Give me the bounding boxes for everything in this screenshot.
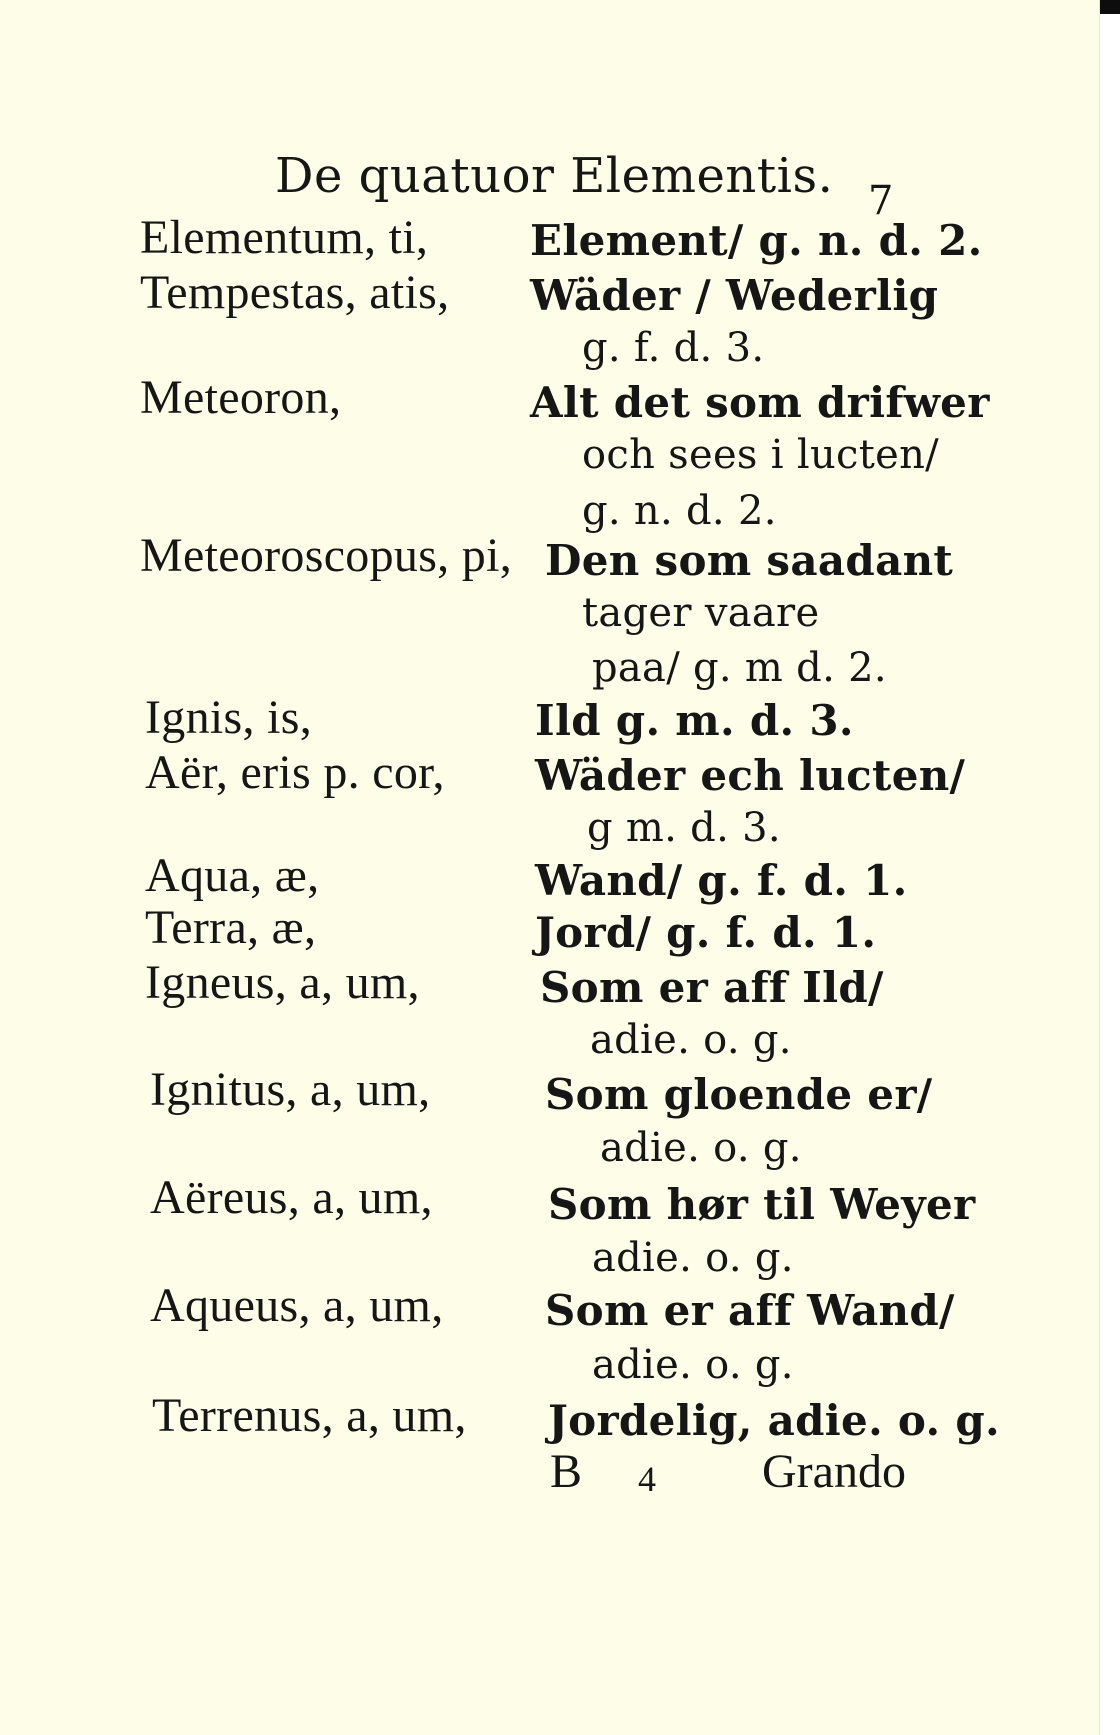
catchword: Grando: [762, 1445, 906, 1498]
entry-swedish: Ild g. m. d. 3.: [535, 696, 854, 745]
scan-mark: [1100, 0, 1120, 14]
entry-latin: Tempestas, atis,: [140, 266, 450, 319]
entry-latin: Elementum, ti,: [140, 211, 429, 264]
entry-swedish: Den som saadant: [545, 536, 954, 585]
entry-swedish: Jord/ g. f. d. 1.: [535, 908, 877, 957]
entry-latin: Meteoroscopus, pi,: [140, 529, 513, 582]
entry-swedish: Som hør til Weyer: [548, 1180, 976, 1229]
entry-continuation: adie. o. g.: [590, 1017, 792, 1063]
entry-latin: Aër, eris p. cor,: [145, 746, 445, 799]
entry-continuation: tager vaare: [582, 590, 820, 636]
entry-continuation: och sees i lucten/: [582, 432, 939, 478]
entry-continuation: adie. o. g.: [592, 1235, 794, 1281]
signature-mark: B: [550, 1445, 583, 1498]
entry-swedish: Wäder ech lucten/: [535, 751, 966, 800]
entry-continuation: adie. o. g.: [592, 1342, 794, 1388]
entry-continuation: g m. d. 3.: [587, 805, 781, 851]
scan-edge: [1099, 0, 1120, 1735]
entry-continuation: g. f. d. 3.: [582, 325, 765, 371]
entry-swedish: Element/ g. n. d. 2.: [530, 216, 983, 265]
entry-latin: Terrenus, a, um,: [152, 1389, 467, 1442]
entry-latin: Meteoron,: [140, 371, 342, 424]
entry-latin: Aqueus, a, um,: [150, 1279, 444, 1332]
entry-swedish: Som er aff Ild/: [540, 963, 884, 1012]
entry-continuation: adie. o. g.: [600, 1125, 802, 1171]
entry-swedish: Wand/ g. f. d. 1.: [535, 856, 908, 905]
entry-latin: Ignitus, a, um,: [150, 1063, 431, 1116]
signature-number: 4: [638, 1459, 656, 1499]
entry-latin: Igneus, a, um,: [145, 956, 420, 1009]
entry-swedish: Jordelig, adie. o. g.: [548, 1396, 1000, 1445]
entry-continuation: paa/ g. m d. 2.: [592, 645, 887, 691]
entry-swedish: Alt det som drifwer: [530, 378, 990, 427]
entry-continuation: g. n. d. 2.: [582, 488, 777, 534]
entry-latin: Ignis, is,: [145, 691, 313, 744]
entry-latin: Aëreus, a, um,: [150, 1171, 433, 1224]
page-title: De quatuor Elementis.: [275, 148, 834, 204]
entry-swedish: Som er aff Wand/: [545, 1286, 955, 1335]
entry-latin: Aqua, æ,: [145, 849, 320, 902]
entry-swedish: Som gloende er/: [545, 1070, 933, 1119]
entry-latin: Terra, æ,: [145, 901, 317, 954]
page-number: 7: [868, 178, 894, 224]
entry-swedish: Wäder / Wederlig: [530, 271, 939, 320]
